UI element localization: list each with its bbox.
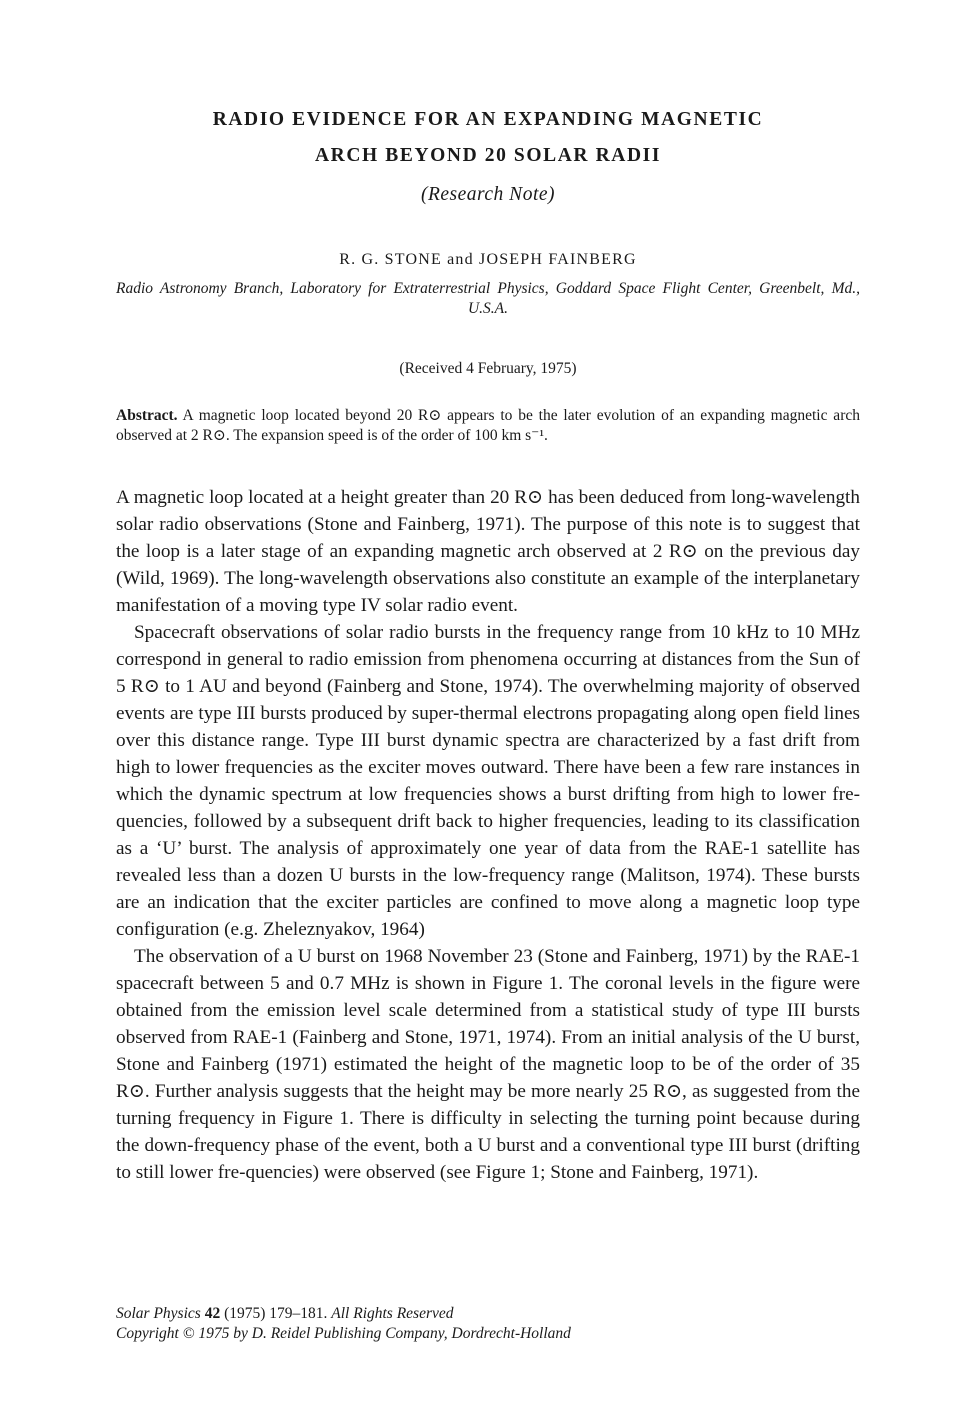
body-text	[116, 484, 860, 1186]
abstract	[116, 406, 860, 446]
journal-name: Solar Physics	[116, 1305, 201, 1322]
paragraph-2: Spacecraft observations of solar radio bursts in the frequency range from 10 kHz to 10 MHz correspond in general to radio emission from phenomena occurring at distances from the Sun of 5 R⊙ to 1 AU and beyond (Fainberg and Stone, 1974). The overwhelming majority of observed events are type III bursts produced by super-thermal electrons propagating along open field lines over this distance range. Type III burst dynamic spectra are characterized by a fast drift from high to lower frequencies as the exciter moves outward. There have been a few rare instances in which the dynamic spectrum at low frequencies shows a burst drifting from high to lower fre-quencies, followed by a subsequent drift back to higher frequencies, leading to its classification as a ‘U’ burst. The analysis of approximately one year of data from the RAE-1 satellite has revealed less than a dozen U bursts in the low-frequency range (Malitson, 1974). These bursts are an indication that the exciter particles are confined to move along a magnetic loop type configuration (e.g. Zheleznyakov, 1964)	[116, 622, 860, 940]
received-date: (Received 4 February, 1975)	[399, 360, 577, 377]
title-line-1: RADIO EVIDENCE FOR AN EXPANDING MAGNETIC	[212, 109, 764, 130]
paragraph-1: A magnetic loop located at a height greater than 20 R⊙ has been deduced from long-wavelength solar radio observations (Stone and Fainberg, 1971). The purpose of this note is to suggest that the loop is a later stage of an expanding magnetic arch observed at 2 R⊙ on the previous day (Wild, 1969). The long-wavelength observations also constitute an example of the interplanetary manifestation of a moving type IV solar radio event.	[116, 487, 860, 616]
footer	[116, 1304, 571, 1344]
rights-text: All Rights Reserved	[331, 1305, 454, 1322]
abstract-text: A magnetic loop located beyond 20 R⊙ appears to be the later evolution of an expanding magnetic arch observed at 2 R⊙. The expansion speed is of the order of 100 km s⁻¹.	[116, 407, 860, 444]
journal-year-pages: (1975) 179–181.	[224, 1305, 328, 1322]
paragraph-3: The observation of a U burst on 1968 November 23 (Stone and Fainberg, 1971) by the RAE-1 spacecraft between 5 and 0.7 MHz is shown in Figure 1. The coronal levels in the figure were obtained from the emission level scale determined from a statistical study of type III bursts observed from RAE-1 (Fainberg and Stone, 1971, 1974). From an initial analysis of the U burst, Stone and Fainberg (1971) estimated the height of the magnetic loop to be of the order of 35 R⊙. Further analysis suggests that the height may be more nearly 25 R⊙, as suggested from the turning frequency in Figure 1. There is difficulty in selecting the turning point because during the down-frequency phase of the event, both a U burst and a conventional type III burst (drifting to still lower fre-quencies) were observed (see Figure 1; Stone and Fainberg, 1971).	[116, 946, 860, 1183]
copyright-text: Copyright © 1975 by D. Reidel Publishing Company, Dordrecht-Holland	[116, 1325, 571, 1342]
title-line-2: ARCH BEYOND 20 SOLAR RADII	[314, 145, 662, 166]
copyright-line	[116, 1324, 571, 1344]
journal-volume: 42	[204, 1305, 221, 1322]
abstract-label: Abstract.	[116, 407, 178, 424]
authors: R. G. STONE and JOSEPH FAINBERG	[339, 251, 637, 268]
subtitle: (Research Note)	[420, 184, 556, 205]
citation-line	[116, 1304, 571, 1324]
affiliation: Radio Astronomy Branch, Laboratory for Extraterrestrial Physics, Goddard Space Flight Center, Greenbelt, Md., U.S.A.	[116, 280, 860, 317]
